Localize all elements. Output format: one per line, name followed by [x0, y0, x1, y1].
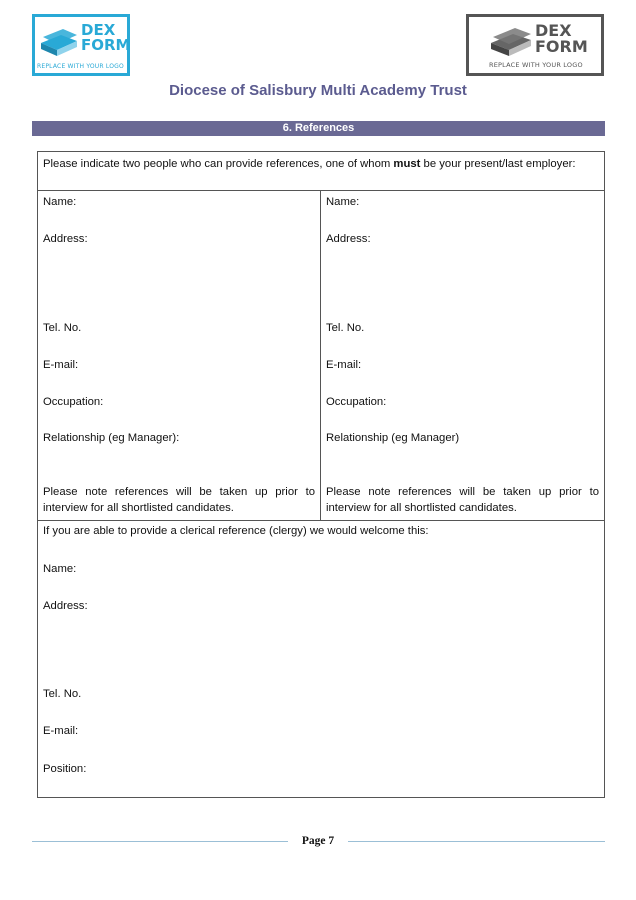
logo-tagline: REPLACE WITH YOUR LOGO	[489, 61, 583, 69]
clergy-reference-panel[interactable]	[38, 520, 604, 798]
clergy-tel-label: Tel. No.	[43, 688, 82, 700]
company-logo-right	[466, 14, 604, 76]
logo-tagline: REPLACE WITH YOUR LOGO	[37, 63, 124, 70]
company-logo-left	[32, 14, 130, 76]
references-instructions	[38, 152, 604, 191]
intro-text: Please indicate two people who can provide references, one of whom	[43, 158, 394, 170]
references-form	[37, 151, 605, 798]
referee-note: Please note references will be taken up prior to interview for all shortlisted candidates.	[43, 486, 315, 514]
referee-2-panel[interactable]	[321, 191, 604, 520]
clergy-name-label: Name:	[43, 563, 77, 575]
referee-address-label: Address:	[326, 233, 371, 245]
referee-occupation-label: Occupation:	[326, 396, 387, 408]
book-stack-icon	[39, 25, 79, 59]
clergy-position-label: Position:	[43, 763, 87, 775]
referee-email-label: E-mail:	[43, 359, 79, 371]
page-number: Page 7	[301, 835, 335, 847]
logo-brand-line2: FORM	[81, 36, 131, 54]
clergy-address-label: Address:	[43, 600, 88, 612]
referee-1-panel[interactable]	[38, 191, 321, 520]
clergy-instructions: If you are able to provide a clerical reference (clergy) we would welcome this:	[43, 525, 429, 537]
referee-name-label: Name:	[43, 196, 77, 208]
logo-brand-line2: FORM	[535, 37, 588, 56]
intro-emphasis: must	[393, 158, 421, 170]
referee-address-label: Address:	[43, 233, 88, 245]
referee-name-label: Name:	[326, 196, 360, 208]
footer-divider-right	[348, 841, 605, 842]
referee-relationship-label: Relationship (eg Manager)	[326, 432, 460, 444]
page-title: Diocese of Salisbury Multi Academy Trust	[169, 82, 467, 99]
clergy-email-label: E-mail:	[43, 725, 79, 737]
referee-relationship-label: Relationship (eg Manager):	[43, 432, 180, 444]
book-stack-icon	[489, 25, 533, 59]
referee-note: Please note references will be taken up prior to interview for all shortlisted candidates.	[326, 486, 599, 514]
logo-brand-line1: DEX	[535, 21, 572, 40]
referee-occupation-label: Occupation:	[43, 396, 104, 408]
intro-text-end: be your present/last employer:	[420, 158, 576, 170]
referee-email-label: E-mail:	[326, 359, 362, 371]
referee-tel-label: Tel. No.	[326, 322, 365, 334]
logo-brand-line1: DEX	[81, 21, 116, 39]
referee-tel-label: Tel. No.	[43, 322, 82, 334]
section-header: 6. References	[32, 121, 605, 136]
